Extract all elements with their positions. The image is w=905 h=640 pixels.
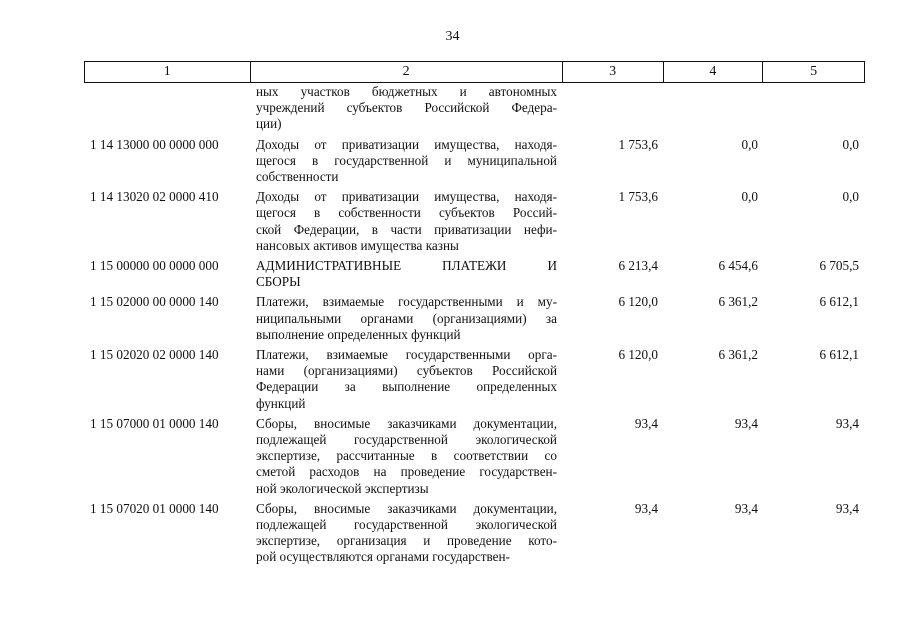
description-line: Сборы, вносимые заказчиками документации, — [256, 415, 557, 431]
amount-v5 — [764, 84, 865, 133]
budget-code — [84, 84, 250, 133]
description-line: ции) — [256, 116, 282, 132]
income-description — [250, 347, 563, 412]
income-description — [250, 416, 563, 497]
income-description — [250, 137, 563, 186]
amount-v4: 0,0 — [741, 136, 758, 152]
column-header-3: 3 — [563, 62, 664, 82]
amount-v5: 93,4 — [835, 500, 859, 516]
column-header-2: 2 — [251, 62, 563, 82]
description-line: экспертизе, организация и проведение кото- — [256, 533, 557, 549]
amount-v4 — [664, 84, 764, 133]
amount-v3: 6 120,0 — [618, 347, 658, 363]
table-row — [84, 137, 865, 186]
amount-v5: 6 612,1 — [819, 347, 859, 363]
amount-v4: 0,0 — [741, 189, 758, 205]
description-line: Платежи, взимаемые государственными и му- — [256, 294, 557, 310]
column-header-4: 4 — [664, 62, 764, 82]
budget-code: 1 15 00000 00 0000 000 — [90, 258, 219, 274]
amount-v3: 6 120,0 — [618, 294, 658, 310]
amount-v3: 6 213,4 — [618, 258, 658, 274]
description-line: нами (организациями) субъектов Российской — [256, 363, 557, 379]
table-row — [84, 258, 865, 290]
description-line: ной экологической экспертизы — [256, 480, 429, 496]
table-row — [84, 84, 865, 133]
description-line: собственности — [256, 169, 339, 185]
income-description — [250, 501, 563, 566]
amount-v5: 0,0 — [842, 189, 859, 205]
amount-v4: 6 361,2 — [718, 294, 758, 310]
table-row — [84, 347, 865, 412]
amount-v3: 1 753,6 — [618, 136, 658, 152]
table-row — [84, 189, 865, 254]
amount-v3: 93,4 — [634, 500, 658, 516]
income-description — [250, 294, 563, 343]
amount-v3: 93,4 — [634, 415, 658, 431]
amount-v4: 6 361,2 — [718, 347, 758, 363]
description-line: Федерации за выполнение определенных — [256, 379, 557, 395]
budget-code: 1 15 02000 00 0000 140 — [90, 294, 219, 310]
table-header — [84, 61, 865, 83]
description-line: рой осуществляются органами государствен- — [256, 549, 510, 565]
description-line: Сборы, вносимые заказчиками документации, — [256, 500, 557, 516]
description-line: СБОРЫ — [256, 274, 301, 290]
table-row — [84, 501, 865, 566]
description-line: выполнение определенных функций — [256, 326, 461, 342]
description-line: Доходы от приватизации имущества, находя- — [256, 189, 557, 205]
description-line: Платежи, взимаемые государственными орга- — [256, 347, 557, 363]
description-line: учреждений субъектов Российской Федера- — [256, 100, 557, 116]
description-line: ниципальными органами (организациями) за — [256, 310, 557, 326]
amount-v5: 0,0 — [842, 136, 859, 152]
amount-v5: 93,4 — [835, 415, 859, 431]
description-line: АДМИНИСТРАТИВНЫЕ ПЛАТЕЖИ И — [256, 258, 557, 274]
budget-code: 1 14 13020 02 0000 410 — [90, 189, 219, 205]
description-line: подлежащей государственной экологической — [256, 432, 557, 448]
description-line: ской Федерации, в части приватизации нефи- — [256, 221, 557, 237]
income-description — [250, 189, 563, 254]
description-line: ных участков бюджетных и автономных — [256, 84, 557, 99]
description-line: сметой расходов на проведение государствен- — [256, 464, 557, 480]
description-line: подлежащей государственной экологической — [256, 517, 557, 533]
budget-code: 1 14 13000 00 0000 000 — [90, 136, 219, 152]
description-line: щегося в собственности субъектов Россий- — [256, 205, 557, 221]
table-row — [84, 416, 865, 497]
amount-v4: 6 454,6 — [718, 258, 758, 274]
amount-v4: 93,4 — [734, 500, 758, 516]
amount-v3 — [563, 84, 664, 133]
income-description — [250, 84, 563, 133]
table-body — [84, 84, 865, 566]
budget-code: 1 15 02020 02 0000 140 — [90, 347, 219, 363]
description-line: Доходы от приватизации имущества, находя- — [256, 136, 557, 152]
description-line: экспертизе, рассчитанные в соответствии со — [256, 448, 557, 464]
income-description — [250, 258, 563, 290]
table-row — [84, 294, 865, 343]
description-line: нансовых активов имущества казны — [256, 237, 459, 253]
amount-v3: 1 753,6 — [618, 189, 658, 205]
amount-v5: 6 612,1 — [819, 294, 859, 310]
budget-code: 1 15 07000 01 0000 140 — [90, 415, 219, 431]
amount-v5: 6 705,5 — [819, 258, 859, 274]
amount-v4: 93,4 — [734, 415, 758, 431]
column-header-5: 5 — [810, 64, 818, 79]
page-number: 34 — [445, 29, 460, 44]
description-line: щегося в государственной и муниципальной — [256, 152, 557, 168]
budget-code: 1 15 07020 01 0000 140 — [90, 500, 219, 516]
description-line: функций — [256, 395, 306, 411]
column-header-1: 1 — [85, 62, 251, 82]
